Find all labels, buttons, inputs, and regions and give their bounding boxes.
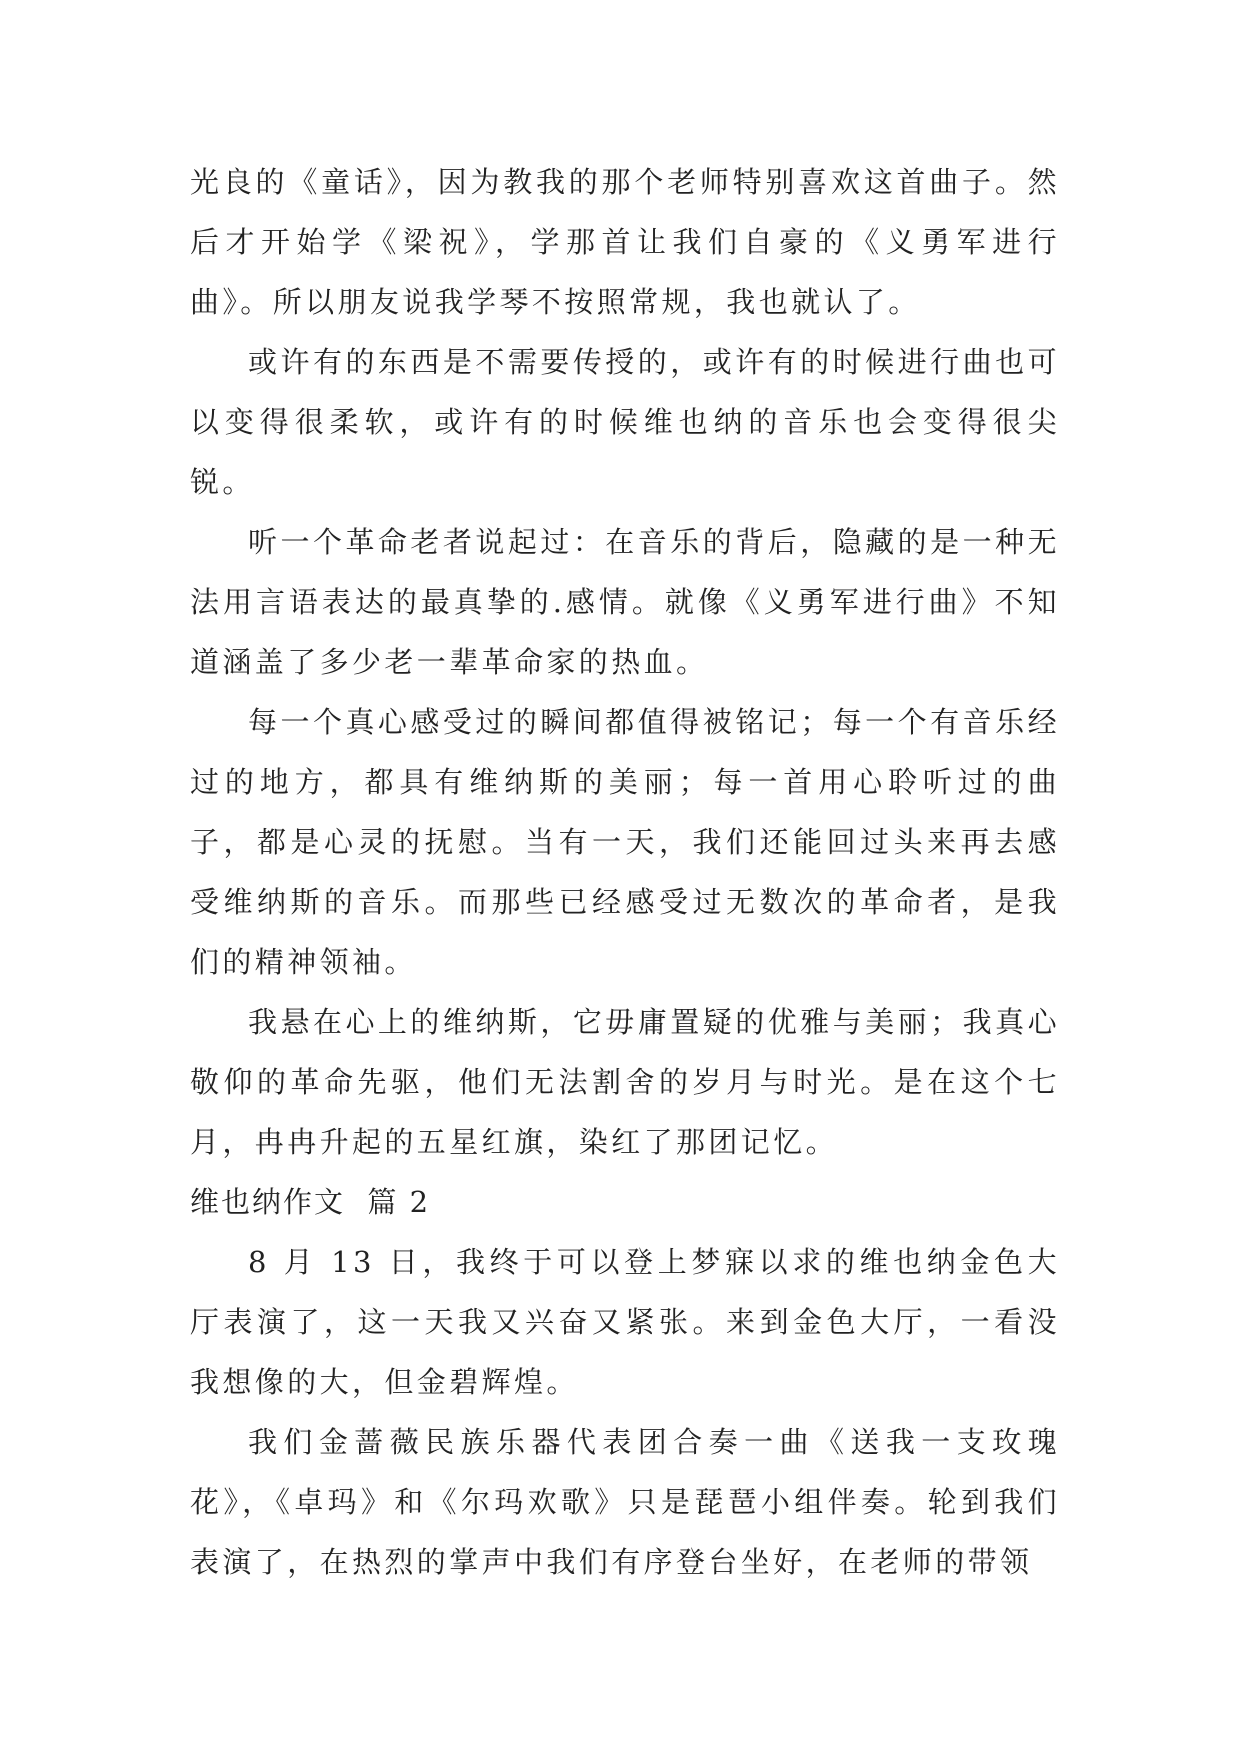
document-body [190, 152, 1060, 1592]
paragraph: 8 月 13 日，我终于可以登上梦寐以求的维也纳金色大厅表演了，这一天我又兴奋又紧张。来到金色大厅，一看没我想像的大，但金碧辉煌。 [190, 1245, 1060, 1399]
paragraph-continued: 光良的《童话》，因为教我的那个老师特别喜欢这首曲子。然后才开始学《梁祝》，学那首让我们自豪的《义勇军进行曲》。所以朋友说我学琴不按照常规，我也就认了。 [190, 165, 1060, 319]
paragraph: 或许有的东西是不需要传授的，或许有的时候进行曲也可以变得很柔软，或许有的时候维也纳的音乐也会变得很尖锐。 [190, 345, 1060, 499]
paragraph: 每一个真心感受过的瞬间都值得被铭记；每一个有音乐经过的地方，都具有维纳斯的美丽；每一首用心聆听过的曲子，都是心灵的抚慰。当有一天，我们还能回过头来再去感受维纳斯的音乐。而那些已经感受过无数次的革命者，是我们的精神领袖。 [190, 705, 1060, 979]
paragraph: 听一个革命老者说起过：在音乐的背后，隐藏的是一种无法用言语表达的最真挚的.感情。就像《义勇军进行曲》不知道涵盖了多少老一辈革命家的热血。 [190, 525, 1060, 679]
paragraph: 我悬在心上的维纳斯，它毋庸置疑的优雅与美丽；我真心敬仰的革命先驱，他们无法割舍的岁月与时光。是在这个七月，冉冉升起的五星红旗，染红了那团记忆。 [190, 1005, 1060, 1159]
section-heading: 维也纳作文 篇 2 [190, 1185, 431, 1219]
paragraph: 我们金蔷薇民族乐器代表团合奏一曲《送我一支玫瑰花》，《卓玛》和《尔玛欢歌》只是琵琶小组伴奏。轮到我们表演了，在热烈的掌声中我们有序登台坐好，在老师的带领 [190, 1425, 1060, 1579]
